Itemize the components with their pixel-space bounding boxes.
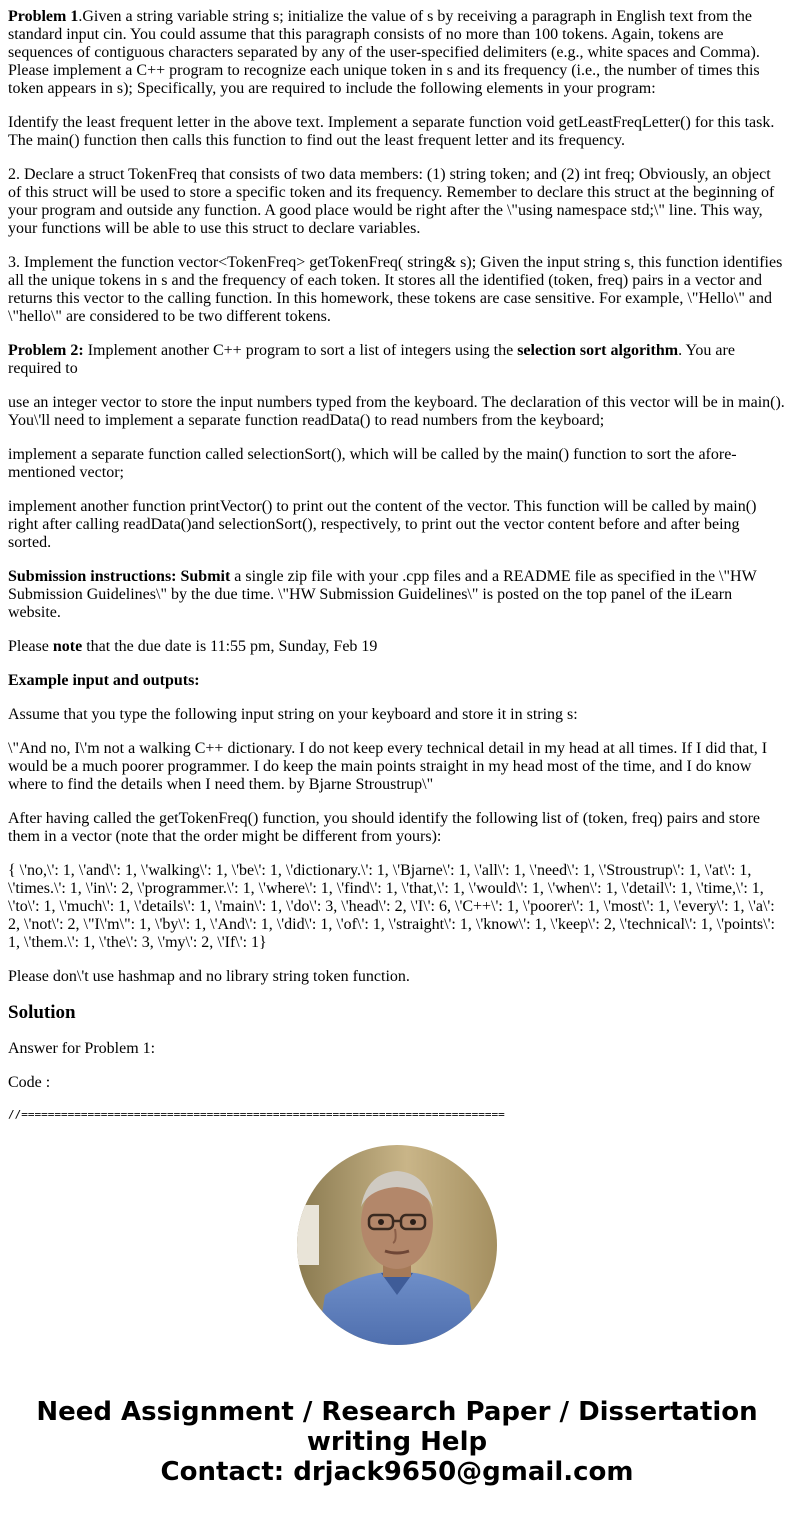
problem2-item-2: implement a separate function called selectionSort(), which will be called by the main() function to sort the afore-mentioned vector; (8, 446, 737, 481)
promo-banner (8, 1397, 786, 1487)
author-photo (297, 1145, 497, 1345)
promo-contact: Contact: drjack9650@gmail.com (160, 1457, 634, 1487)
problem2-intro: Problem 2: Implement another C++ program to sort a list of integers using the selection sort algorithm. You are required to (8, 342, 735, 377)
problem1-item-3: 3. Implement the function vector<TokenFreq> getTokenFreq( string& s); Given the input string s, this function identifies all the unique tokens in s and the frequency of each token. It stores all the identified (token, freq) pairs in a vector and returns this vector to the calling function. In this homework, these tokens are case sensitive. For example, \"Hello\" and \"hello\" are considered to be two different tokens. (8, 254, 783, 325)
code-separator: //========================================================================= (8, 1108, 505, 1121)
author-photo-image (297, 1145, 497, 1345)
promo-line-2: writing Help (306, 1427, 488, 1457)
example-heading: Example input and outputs: (8, 672, 200, 689)
problem1-item-2: 2. Declare a struct TokenFreq that consists of two data members: (1) string token; and (2) int freq; Obviously, an object of this struct will be used to store a specific token and its frequency. Remember to declare this struct at the beginning of your program and outside any function. A good place would be right after the \"using namespace std;\" line. This way, your functions will be able to use this struct to declare variables. (8, 166, 775, 237)
promo-line-1: Need Assignment / Research Paper / Dissertation (36, 1397, 758, 1427)
solution-code-label: Code : (8, 1074, 51, 1091)
problem1-intro: Problem 1.Given a string variable string s; initialize the value of s by receiving a paragraph in English text from the standard input cin. You could assume that this paragraph consists of no more than 100 tokens. Again, tokens are sequences of contiguous characters separated by any of the user-specified delimiters (e.g., white spaces and Comma). Please implement a C++ program to recognize each unique token in s and its frequency (i.e., the number of times this token appears in s); Specifically, you are required to include the following elements in your program: (8, 8, 760, 97)
solution-answer: Answer for Problem 1: (8, 1040, 156, 1057)
example-quote: \"And no, I\'m not a walking C++ dictionary. I do not keep every technical detail in my head at all times. If I did that, I would be a much poorer programmer. I do keep the main points straight in my head most of the time, and I do know where to find the details when I need them. by Bjarne Stroustrup\" (8, 740, 768, 793)
example-note: Please don\'t use hashmap and no library string token function. (8, 968, 410, 985)
submission-instructions: Submission instructions: Submit a single zip file with your .cpp files and a README file as specified in the \"HW Submission Guidelines\" by the due time. \"HW Submission Guidelines\" is posted on the top panel of the iLearn website. (8, 568, 757, 621)
example-pairs: { \'no,\': 1, \'and\': 1, \'walking\': 1, \'be\': 1, \'dictionary.\': 1, \'Bjarne\': 1, \'all\': 1, \'need\': 1, \'Stroustrup\': 1, \'at\': 1, \'times.\': 1, \'in\': 2, \'programmer.\': 1, \'where\': 1, \'find\': 1, \'that,\': 1, \'would\': 1, \'when\': 1, \'detail\': 1, \'time,\': 1, \'to\': 1, \'much\': 1, \'details\': 1, \'main\': 1, \'do\': 3, \'head\': 2, \'I\': 6, \'C++\': 1, \'poorer\': 1, \'most\': 1, \'every\': 1, \'a\': 2, \'not\': 2, \"I\'m\": 1, \'by\': 1, \'And\': 1, \'did\': 1, \'of\': 1, \'straight\': 1, \'know\': 1, \'keep\': 2, \'technical\': 1, \'points\': 1, \'them.\': 1, \'the\': 3, \'my\': 2, \'If\': 1} (8, 862, 775, 951)
problem1-item-1: Identify the least frequent letter in the above text. Implement a separate function void getLeastFreqLetter() for this task. The main() function then calls this function to find out the least frequent letter and its frequency. (8, 114, 775, 149)
problem2-item-1: use an integer vector to store the input numbers typed from the keyboard. The declaration of this vector will be in main(). You\'ll need to implement a separate function readData() to read numbers from the keyboard; (8, 394, 785, 429)
example-assume: Assume that you type the following input string on your keyboard and store it in string s: (8, 706, 578, 723)
problem1-label: Problem 1 (8, 8, 79, 25)
solution-heading: Solution (8, 1002, 76, 1023)
problem2-label: Problem 2: (8, 342, 84, 359)
due-date: Please note that the due date is 11:55 pm, Sunday, Feb 19 (8, 638, 378, 655)
example-after-call: After having called the getTokenFreq() function, you should identify the following list of (token, freq) pairs and store them in a vector (note that the order might be different from yours): (8, 810, 761, 845)
problem2-item-3: implement another function printVector() to print out the content of the vector. This function will be called by main() right after calling readData()and selectionSort(), respectively, to print out the vector content before and after being sorted. (8, 498, 757, 551)
